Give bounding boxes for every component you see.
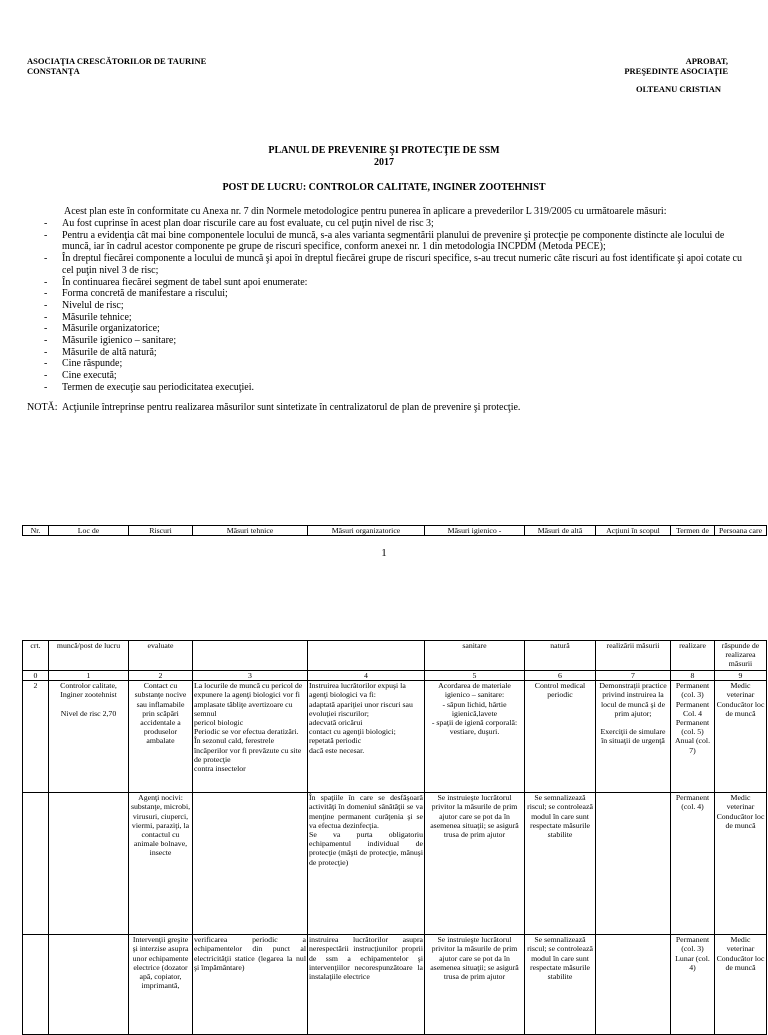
measure-text: La locurile de muncă cu pericol de expunere la agenţi biologici vor fi amplasate tăbliţe avertizoare cu semnul [194, 681, 303, 718]
risk-cell: Contact cu substanţe nocive sau inflamabile prin scăpări accidentale a produselor ambalate [129, 681, 193, 793]
actions-cell [596, 681, 671, 793]
measure-text: În spaţiile în care se desfăşoară activităţi în domeniul sănătăţii se va menţine permanent curăţenia şi se va efectua dezinfecţia. [309, 793, 423, 830]
measure-text: - spaţii de igienă corporală: vestiare, duşuri. [431, 718, 518, 737]
approval-block [624, 56, 728, 94]
list-item: - Cine execută; [27, 370, 742, 382]
workplace-cell [49, 681, 129, 793]
column-number: 4 [308, 671, 425, 681]
measures-list [27, 218, 742, 394]
measure-text: adecvată oricărui [309, 718, 363, 728]
risk-level: Nivel de risc 2,70 [60, 708, 117, 718]
measure-text: Se va purta obligatoriu echipamentul individual de protecţie (măşti de protecţie, mănuşi de protecţie) [309, 830, 423, 867]
header-cell: Persoana care [715, 526, 767, 536]
organizational-measures-cell: instruirea lucrătorilor asupra nerespectării instrucţiunilor proprii de ssm a echipamentelor şi intervenţiilor necorespunzătoare la instalaţiile electrice [308, 935, 425, 1035]
organization-name-line2: CONSTANŢA [27, 66, 80, 76]
column-number: 9 [715, 671, 767, 681]
technical-measures-cell [193, 793, 308, 935]
responsible-cell: Medic veterinar Conducător loc de muncă [715, 681, 767, 793]
technical-measures-cell: verificarea periodic a echipamentelor din punct al electricităţii statice (legarea la nul şi împământare) [193, 935, 308, 1035]
approved-label: APROBAT, [685, 56, 728, 66]
header-cell: Riscuri [129, 526, 193, 536]
header-cell: muncă/post de lucru [49, 641, 129, 671]
measure-text: contact cu agenţii biologici; [309, 727, 396, 737]
list-item: - Nivelul de risc; [27, 300, 742, 312]
header-cell [308, 641, 425, 671]
post-title: POST DE LUCRU: CONTROLOR CALITATE, INGINER ZOOTEHNIST [222, 182, 546, 193]
measure-text: Periodic se vor efectua deratizări. [194, 727, 299, 737]
header-cell: Acţiuni în scopul [596, 526, 671, 536]
list-item: - Forma concretă de manifestare a riscului; [27, 288, 742, 300]
row-number [23, 793, 49, 935]
workplace-cell [49, 793, 129, 935]
risk-plan-table [22, 640, 767, 1035]
note [27, 402, 520, 414]
note-label: NOTĂ: [27, 402, 58, 413]
header-cell: realizare [671, 641, 715, 671]
header-cell: sanitare [425, 641, 525, 671]
column-number: 5 [425, 671, 525, 681]
header-cell: evaluate [129, 641, 193, 671]
measure-text: dacă este necesar. [309, 745, 365, 755]
list-item: - Măsurile de altă natură; [27, 347, 742, 359]
measure-text: Acordarea de materiale igienico – sanitare: [438, 681, 511, 700]
risk-cell: Agenţi nocivi: substanţe, microbi, virusuri, ciuperci, viermi, paraziţi, la contactul cu animale bolnave, insecte [129, 793, 193, 935]
table-header-strip [22, 525, 767, 536]
list-item: - Pentru a evidenţia cât mai bine componentele locului de muncă, s-a ales varianta segmentării planului de prevenire şi protecţie pe componente distincte ale locului de muncă, iar în cadrul acestor componente pe grupe de riscuri specifice, conform anexei nr. 1 din metodologia INCPDM (Metoda PECE); [27, 230, 742, 253]
other-measures-cell: Se semnalizează riscul; se controlează modul în care sunt respectate măsurile stabilite [525, 935, 596, 1035]
header-cell: Nr. [23, 526, 49, 536]
measure-text: adaptată apariţiei unor riscuri sau evoluţiei riscurilor; [309, 699, 413, 718]
row-number [23, 935, 49, 1035]
table-row [23, 793, 767, 935]
column-number: 3 [193, 671, 308, 681]
actions-cell [596, 793, 671, 935]
deadline-text: Anual (col. 7) [674, 736, 711, 755]
document-title: PLANUL DE PREVENIRE ŞI PROTECŢIE DE SSM [268, 145, 500, 156]
responsible-cell: Medic veterinar Conducător loc de muncă [715, 793, 767, 935]
organization-name-line1: ASOCIAŢIA CRESCĂTORILOR DE TAURINE [27, 56, 207, 66]
hygiene-measures-cell: Se instruieşte lucrătorul privitor la măsurile de prim ajutor care se pot da în asemenea situaţii; se asigură trusa de prim ajutor [425, 935, 525, 1035]
hygiene-measures-cell: Se instruieşte lucrătorul privitor la măsurile de prim ajutor care se pot da în asemenea situaţii; se asigură trusa de prim ajutor [425, 793, 525, 935]
organizational-measures-cell [308, 793, 425, 935]
list-item: - Termen de execuţie sau periodicitatea execuţiei. [27, 382, 742, 394]
header-cell: Măsuri de altă [525, 526, 596, 536]
document-year: 2017 [374, 157, 394, 168]
action-text: Demonstraţii practice privind instruirea la locul de muncă şi de prim ajutor; [599, 681, 667, 718]
header-cell: crt. [23, 641, 49, 671]
measure-text: Instruirea lucrătorilor expuşi la agenţi biologici va fi: [309, 681, 406, 700]
intro-paragraph: Acest plan este în conformitate cu Anexa nr. 7 din Normele metodologice pentru punerea în aplicare a prevederilor L 319/2005 cu următoarele măsuri: [64, 206, 667, 217]
column-number: 1 [49, 671, 129, 681]
workplace-cell [49, 935, 129, 1035]
technical-measures-cell [193, 681, 308, 793]
other-measures-cell: Control medical periodic [525, 681, 596, 793]
column-number-row [23, 671, 767, 681]
action-text: Exerciţii de simulare în situaţii de urgenţă [600, 727, 666, 746]
list-item: - Măsurile tehnice; [27, 312, 742, 324]
list-item: - Au fost cuprinse în acest plan doar riscurile care au fost evaluate, cu cel puţin nivel de risc 3; [27, 218, 742, 230]
header-cell: Măsuri igienico - [425, 526, 525, 536]
header-cell: răspunde de realizarea măsurii [715, 641, 767, 671]
deadline-cell: Permanent (col. 4) [671, 793, 715, 935]
measure-text: contra insectelor [194, 764, 246, 774]
organization-header [27, 56, 206, 76]
deadline-text: Permanent (col. 3) [675, 681, 710, 700]
measure-text: - săpun lichid, hârtie igienică,lavete [442, 699, 507, 718]
column-number: 6 [525, 671, 596, 681]
other-measures-cell: Se semnalizează riscul; se controlează modul în care sunt respectate măsurile stabilite [525, 793, 596, 935]
president-name: OLTEANU CRISTIAN [636, 84, 721, 94]
list-item: - Măsurile igienico – sanitare; [27, 335, 742, 347]
header-cell: Măsuri organizatorice [308, 526, 425, 536]
list-item: - Măsurile organizatorice; [27, 323, 742, 335]
column-number: 7 [596, 671, 671, 681]
header-cell [193, 641, 308, 671]
column-number: 0 [23, 671, 49, 681]
risk-cell: Intervenţii greşite şi interzise asupra unor echipamente electrice (dozator apă, copiator, imprimantă, [129, 935, 193, 1035]
note-text: Acţiunile întreprinse pentru realizarea măsurilor sunt sintetizate în centralizatorul de plan de prevenire şi protecţie. [62, 402, 521, 413]
deadline-text: Permanent Col. 4 [675, 699, 710, 718]
list-item: - În dreptul fiecărei componente a locului de muncă şi apoi în dreptul fiecărei grupe de riscuri specifice, s-au trecut numeric câte riscuri au fost identificate şi apoi cotate cu cel puţin nivel 3 de risc; [27, 253, 742, 276]
workplace-name: Controlor calitate, Inginer zootehnist [60, 681, 117, 700]
responsible-cell: Medic veterinar Conducător loc de muncă [715, 935, 767, 1035]
header-cell: Măsuri tehnice [193, 526, 308, 536]
header-cell: realizării măsurii [596, 641, 671, 671]
column-number: 8 [671, 671, 715, 681]
actions-cell [596, 935, 671, 1035]
organizational-measures-cell [308, 681, 425, 793]
list-item: - În continuarea fiecărei segment de tabel sunt apoi enumerate: [27, 277, 742, 289]
president-title: PREŞEDINTE ASOCIAŢIE [624, 66, 728, 76]
measure-text: În sezonul cald, ferestrele încăperilor vor fi prevăzute cu site de protecţie [194, 736, 302, 764]
deadline-cell: Permanent (col. 3) Lunar (col. 4) [671, 935, 715, 1035]
table-row [23, 935, 767, 1035]
measure-text: pericol biologic [194, 718, 244, 728]
page-number: 1 [381, 547, 387, 559]
measure-text: repetată periodic [309, 736, 362, 746]
table-header-row [23, 641, 767, 671]
deadline-text: Permanent (col. 5) [675, 718, 710, 737]
table-row [23, 681, 767, 793]
list-item: - Cine răspunde; [27, 358, 742, 370]
header-cell: Loc de [49, 526, 129, 536]
column-number: 2 [129, 671, 193, 681]
row-number: 2 [23, 681, 49, 793]
deadline-cell [671, 681, 715, 793]
header-cell: Termen de [671, 526, 715, 536]
hygiene-measures-cell [425, 681, 525, 793]
header-cell: natură [525, 641, 596, 671]
